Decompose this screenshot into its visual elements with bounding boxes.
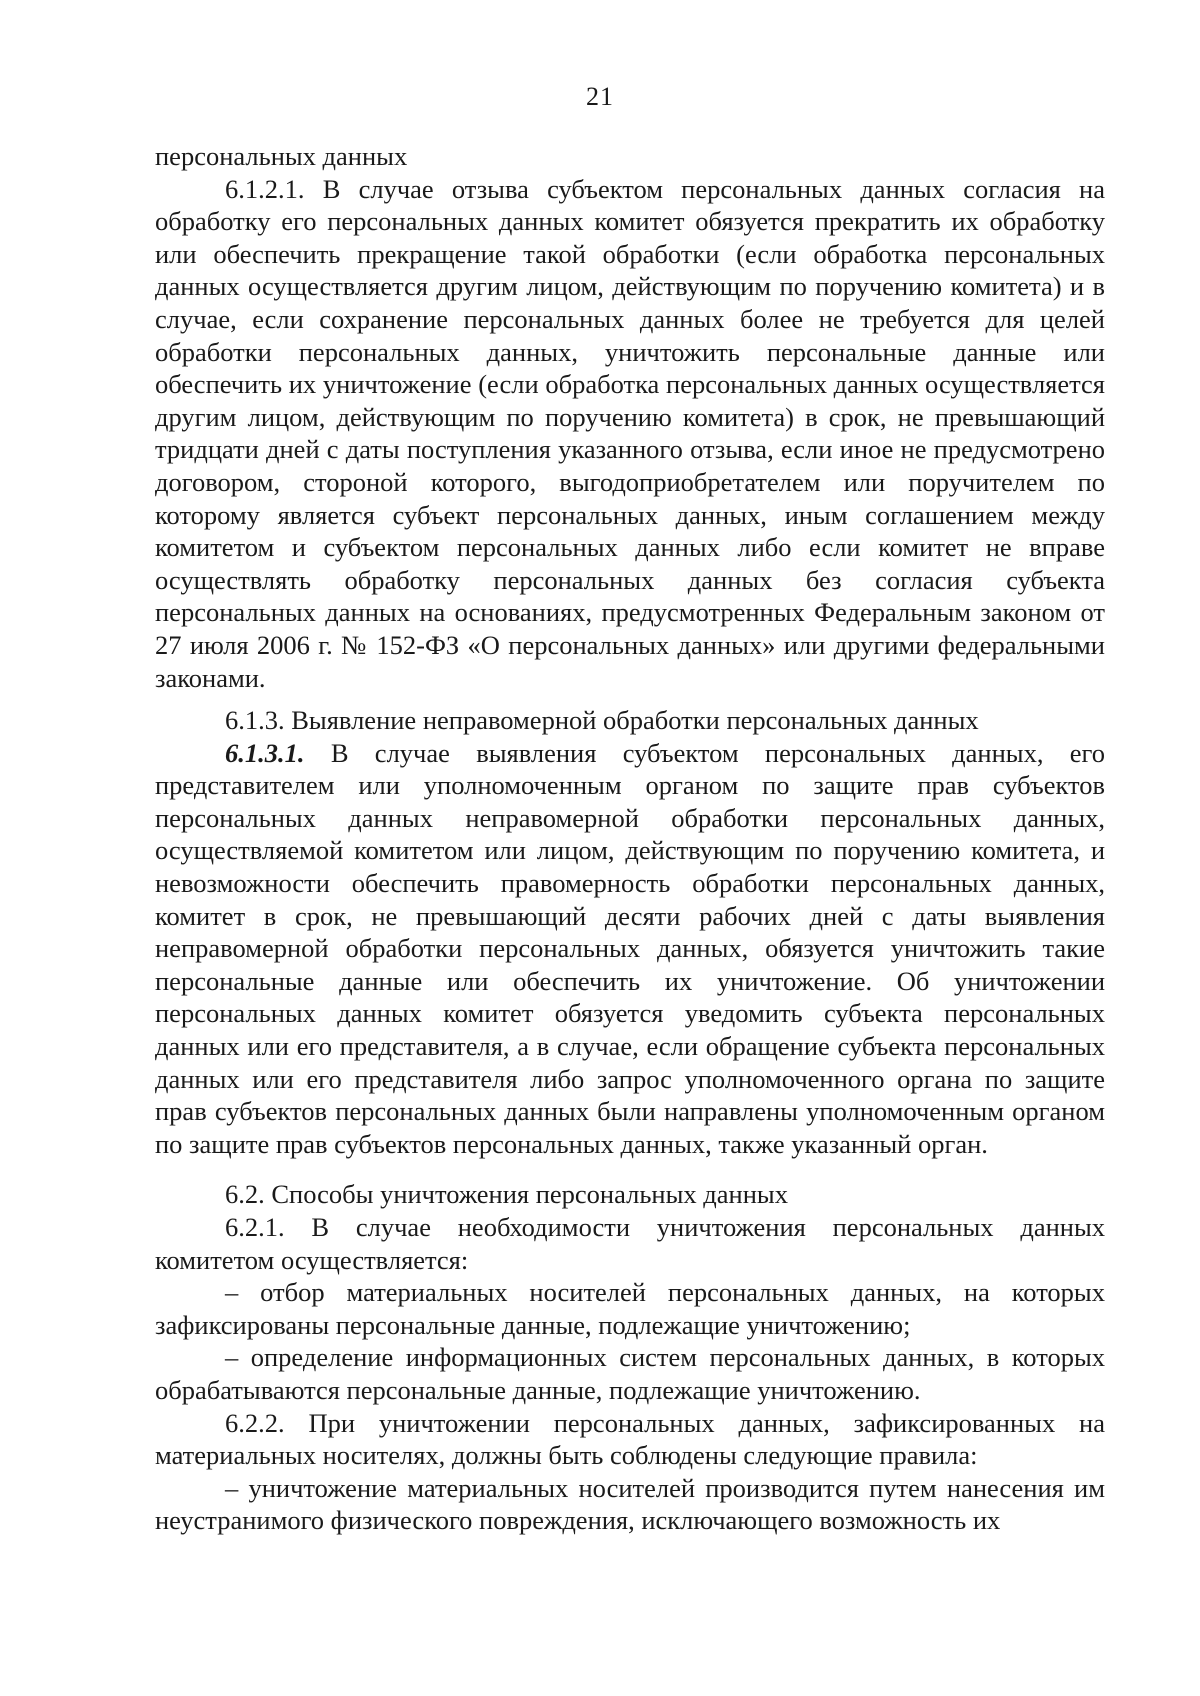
- list-item: – определение информационных систем персональных данных, в которых обрабатываются персональные данные, подлежащие уничтожению.: [155, 1342, 1105, 1405]
- paragraph-6-2-1: 6.2.1. В случае необходимости уничтожения персональных данных комитетом осуществляется:: [155, 1212, 1105, 1275]
- paragraph-6-1-2-1: [155, 173, 1105, 695]
- paragraph-6-2-2: 6.2.2. При уничтожении персональных данных, зафиксированных на материальных носителях, должны быть соблюдены следующие правила:: [155, 1407, 1105, 1471]
- clause-text: В случае отзыва субъектом персональных данных согласия на обработку его персональных данных комитет обязуется прекратить их обработку или обеспечить прекращение такой обработки (если обработка персональных данных осуществляется другим лицом, действующим по поручению комитета) и в случае, если сохранение персональных данных более не требуется для целей обработки персональных данных, уничтожить персональные данные или обеспечить их уничтожение (если обработка персональных данных осуществляется другим лицом, действующим по поручению комитета) в срок, не превышающий тридцати дней с даты поступления указанного отзыва, если иное не предусмотрено договором, стороной которого, выгодоприобретателем или поручителем по которому является субъект персональных данных, иным соглашением между комитетом и субъектом персональных данных либо если комитет не вправе осуществлять обработку персональных данных без согласия субъекта персональных данных на основаниях, предусмотренных Федеральным законом от 27 июля 2006 г. № 152-ФЗ «О персональных данных» или другими федеральными законами.: [155, 173, 1105, 693]
- list-item: – отбор материальных носителей персональных данных, на которых зафиксированы персональные данные, подлежащие уничтожению;: [155, 1277, 1105, 1340]
- paragraph-continuation: персональных данных: [155, 141, 408, 171]
- clause-number: 6.1.2.1.: [225, 173, 305, 204]
- paragraph-6-1-3-1: [155, 737, 1105, 1161]
- page-number: 21: [586, 82, 614, 111]
- document-body: [155, 140, 1105, 1537]
- list-item: – уничтожение материальных носителей производится путем нанесения им неустранимого физического повреждения, исключающего возможность их: [155, 1472, 1105, 1536]
- clause-text: В случае выявления субъектом персональных данных, его представителем или уполномоченным органом по защите прав субъектов персональных данных неправомерной обработки персональных данных, осуществляемой комитетом или лицом, действующим по поручению комитета, и невозможности обеспечить правомерность обработки персональных данных, комитет в срок, не превышающий десяти рабочих дней с даты выявления неправомерной обработки персональных данных, обязуется уничтожить такие персональные данные или обеспечить их уничтожение. Об уничтожении персональных данных комитет обязуется уведомить субъекта персональных данных или его представителя, а в случае, если обращение субъекта персональных данных или его представителя либо запрос уполномоченного органа по защите прав субъектов персональных данных были направлены уполномоченным органом по защите прав субъектов персональных данных, также указанный орган.: [155, 737, 1105, 1159]
- clause-number: 6.1.3.1.: [225, 737, 305, 768]
- heading-6-1-3: 6.1.3. Выявление неправомерной обработки персональных данных: [225, 705, 979, 736]
- heading-6-2: 6.2. Способы уничтожения персональных данных: [225, 1179, 788, 1210]
